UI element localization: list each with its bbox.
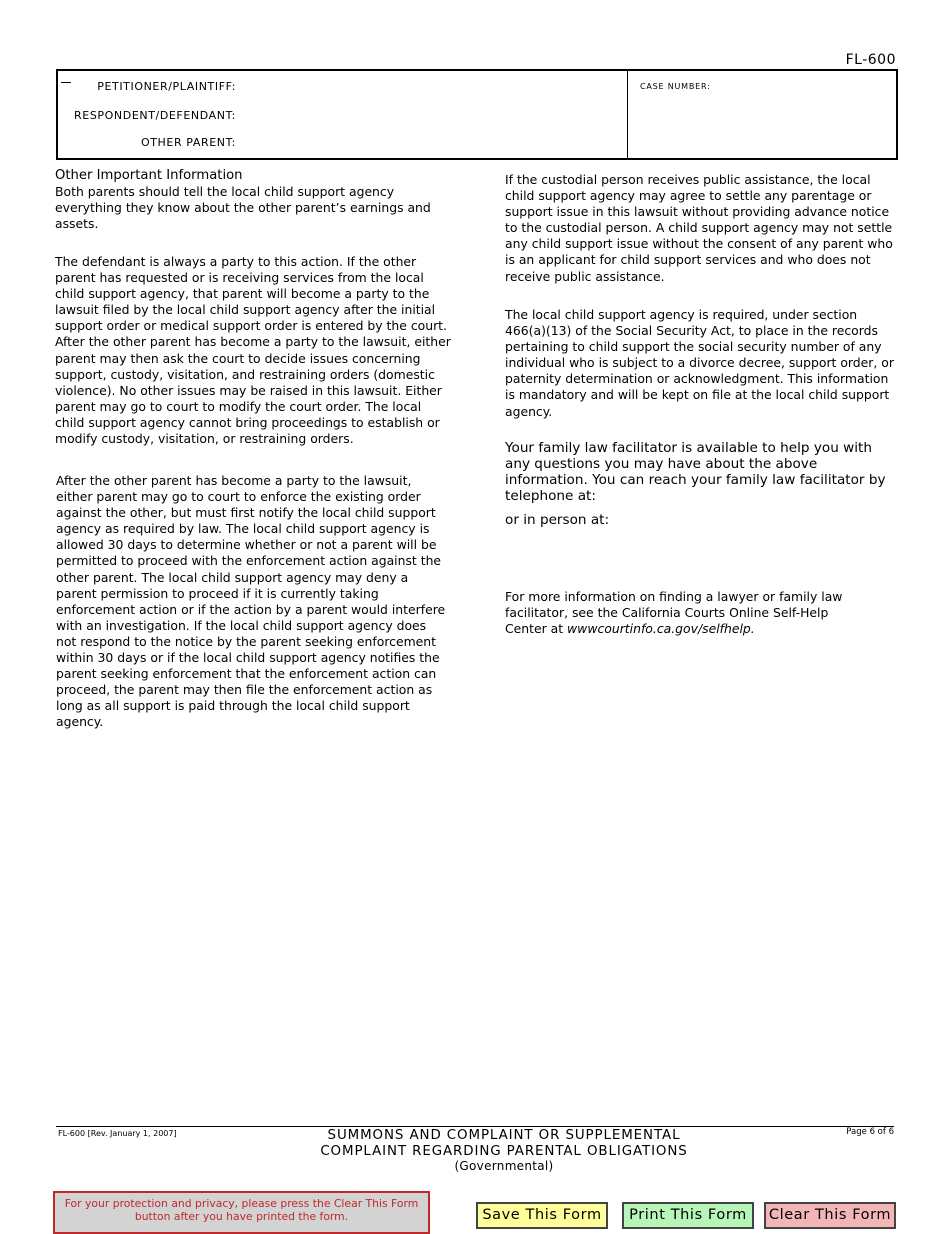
clear-form-button[interactable]: Clear This Form <box>764 1202 896 1229</box>
footer-revision: FL-600 [Rev. January 1, 2007] <box>58 1129 177 1138</box>
footer-title-line-2: COMPLAINT REGARDING PARENTAL OBLIGATIONS <box>320 1143 688 1159</box>
right-paragraph-1: If the custodial person receives public assistance, the local child support agency may agree to settle any parentage or support issue in this lawsuit without providing advance notice to the custodial person. A child support agency may not settle any child support issue without the consent of any parent who is an applicant for child support services and who does not receive public assistance. <box>505 172 893 284</box>
case-number-label: CASE NUMBER: <box>640 82 711 91</box>
petitioner-label: PETITIONER/PLAINTIFF: <box>97 80 236 93</box>
left-paragraph-3: After the other parent has become a party to the lawsuit, either parent may go to court to enforce the existing order against the other, but must first notify the local child support agency as required by law. The local child support agency is allowed 30 days to determine whether or not a parent will be permitted to proceed with the enforcement action against the other parent. The local child support agency may deny a parent permission to proceed if it is currently taking enforcement action or if the action by a parent would interfere with an investigation. If the local child support agency does not respond to the notice by the parent seeking enforcement within 30 days or if the local child support agency notifies the parent seeking enforcement that the enforcement action can proceed, the parent may then file the enforcement action as long as all support is paid through the local child support agency. <box>56 473 446 730</box>
right-paragraph-3: Your family law facilitator is available to help you with any questions you may have about the above information. You can reach your family law facilitator by telephone at: <box>505 440 886 505</box>
footer-rule <box>56 1126 894 1127</box>
right-paragraph-2: The local child support agency is required, under section 466(a)(13) of the Social Security Act, to place in the records pertaining to child support the social security number of any individual who is subject to a divorce decree, support order, or paternity determination or acknowledgment. This information is mandatory and will be kept on file at the local child support agency. <box>505 307 894 419</box>
caption-divider <box>627 71 628 158</box>
footer-title-line-1: SUMMONS AND COMPLAINT OR SUPPLEMENTAL <box>327 1128 681 1143</box>
section-heading: Other Important Information <box>55 168 243 183</box>
left-paragraph-2: The defendant is always a party to this action. If the other parent has requested or is receiving services from the local child support agency, that parent will become a party to the lawsuit filed by the local child support agency after the initial support order or medical support order is entered by the court. After the other parent has become a party to the lawsuit, either parent may then ask the court to decide issues concerning support, custody, visitation, and restraining orders (domestic violence). No other issues may be raised in this lawsuit. Either parent may go to court to modify the court order. The local child support agency cannot bring proceedings to establish or modify custody, visitation, or restraining orders. <box>55 254 451 447</box>
case-caption-box <box>56 69 898 160</box>
print-form-button[interactable]: Print This Form <box>622 1202 754 1229</box>
respondent-field[interactable] <box>248 104 618 124</box>
footer-subtitle: (Governmental) <box>454 1159 554 1173</box>
right-paragraph-4: or in person at: <box>505 512 610 528</box>
respondent-label: RESPONDENT/DEFENDANT: <box>74 109 236 122</box>
self-help-link[interactable]: wwwcourtinfo.ca.gov/selfhelp. <box>567 621 755 637</box>
left-paragraph-1: Both parents should tell the local child support agency everything they know about the other parent’s earnings and assets. <box>55 184 431 232</box>
footer-page-number: Page 6 of 6 <box>846 1127 894 1137</box>
self-help-text: For more information on finding a lawyer or family law facilitator, see the California Courts Online Self-Help Center at <box>505 589 843 637</box>
form-number: FL-600 <box>845 52 896 68</box>
right-paragraph-5 <box>505 589 850 637</box>
other-parent-label: OTHER PARENT: <box>140 136 236 149</box>
save-form-button[interactable]: Save This Form <box>476 1202 608 1229</box>
privacy-notice: For your protection and privacy, please press the Clear This Form button after you have printed the form. <box>53 1191 430 1234</box>
footer-title <box>256 1128 752 1175</box>
case-number-field[interactable] <box>638 97 888 147</box>
other-parent-field[interactable] <box>248 131 618 151</box>
petitioner-field[interactable] <box>248 75 618 95</box>
